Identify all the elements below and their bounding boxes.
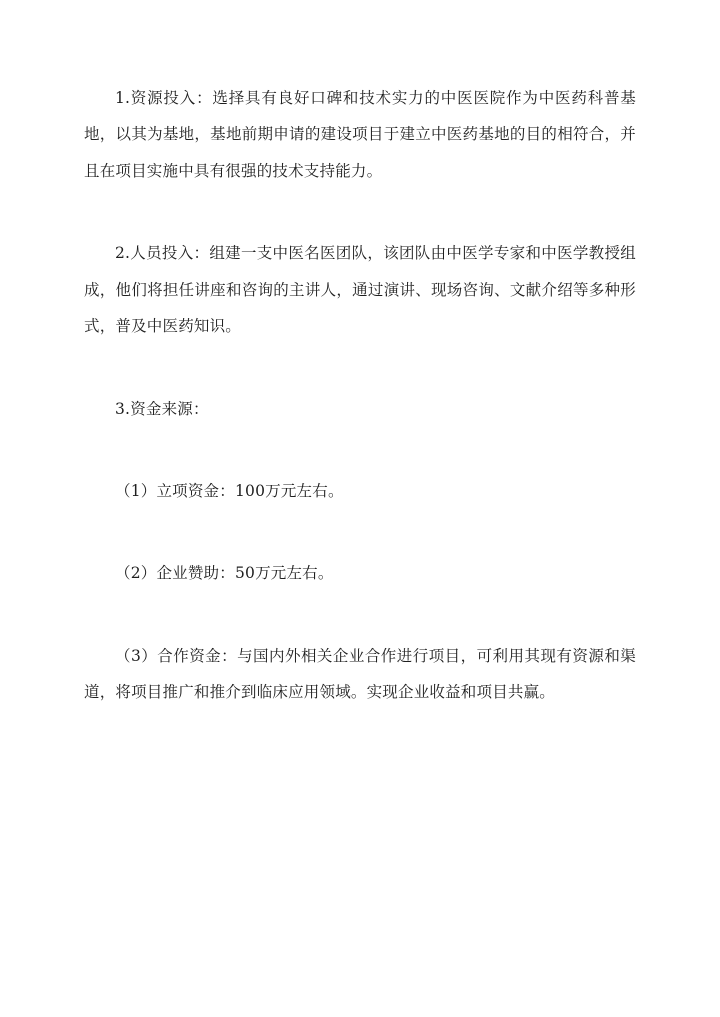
paragraph-funding-cooperation: （3）合作资金：与国内外相关企业合作进行项目，可利用其现有资源和渠道，将项目推广和推介到临床应用领域。实现企业收益和项目共赢。 <box>84 646 636 702</box>
paragraph-funding-enterprise-sponsorship: （2）企业赞助：50万元左右。 <box>115 564 334 583</box>
paragraph-funding-sources-heading: 3.资金来源： <box>115 399 209 418</box>
paragraph-personnel-investment: 2.人员投入：组建一支中医名医团队，该团队由中医学专家和中医学教授组成，他们将担任讲座和咨询的主讲人，通过演讲、现场咨询、文献介绍等多种形式，普及中医药知识。 <box>84 244 636 336</box>
paragraph-resource-investment: 1.资源投入：选择具有良好口碑和技术实力的中医医院作为中医药科普基地，以其为基地，基地前期申请的建设项目于建立中医药基地的目的相符合，并且在项目实施中具有很强的技术支持能力。 <box>84 89 636 180</box>
document-body <box>84 80 636 711</box>
paragraph-funding-project-approval: （1）立项资金：100万元左右。 <box>115 481 344 500</box>
